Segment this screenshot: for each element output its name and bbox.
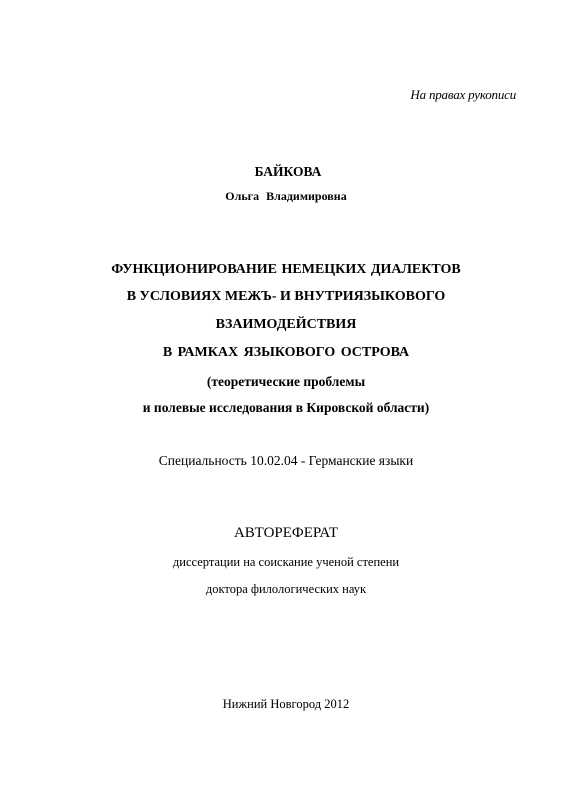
title-line-1: ФУНКЦИОНИРОВАНИЕ НЕМЕЦКИХ ДИАЛЕКТОВ (111, 262, 461, 277)
author-name: Ольга Владимировна (225, 189, 347, 203)
subtitle-line-1: (теоретические проблемы (206, 374, 366, 389)
specialty-line: Специальность 10.02.04 - Германские языки (158, 453, 414, 468)
title-line-2: В УСЛОВИЯХ МЕЖЪ- И ВНУТРИЯЗЫКОВОГО (126, 289, 446, 304)
title-line-3: ВЗАИМОДЕЙСТВИЯ (215, 317, 357, 332)
title-line-4: В РАМКАХ ЯЗЫКОВОГО ОСТРОВА (162, 345, 410, 360)
author-surname: БАЙКОВА (254, 164, 322, 179)
dissertation-line-2: доктора филологических наук (205, 582, 367, 596)
manuscript-rights-note: На правах рукописи (410, 87, 516, 102)
dissertation-line-1: диссертации на соискание ученой степени (172, 555, 400, 569)
subtitle-line-2: и полевые исследования в Кировской области) (142, 400, 430, 415)
document-type-heading: АВТОРЕФЕРАТ (233, 525, 339, 541)
city-year: Нижний Новгород 2012 (222, 697, 350, 711)
